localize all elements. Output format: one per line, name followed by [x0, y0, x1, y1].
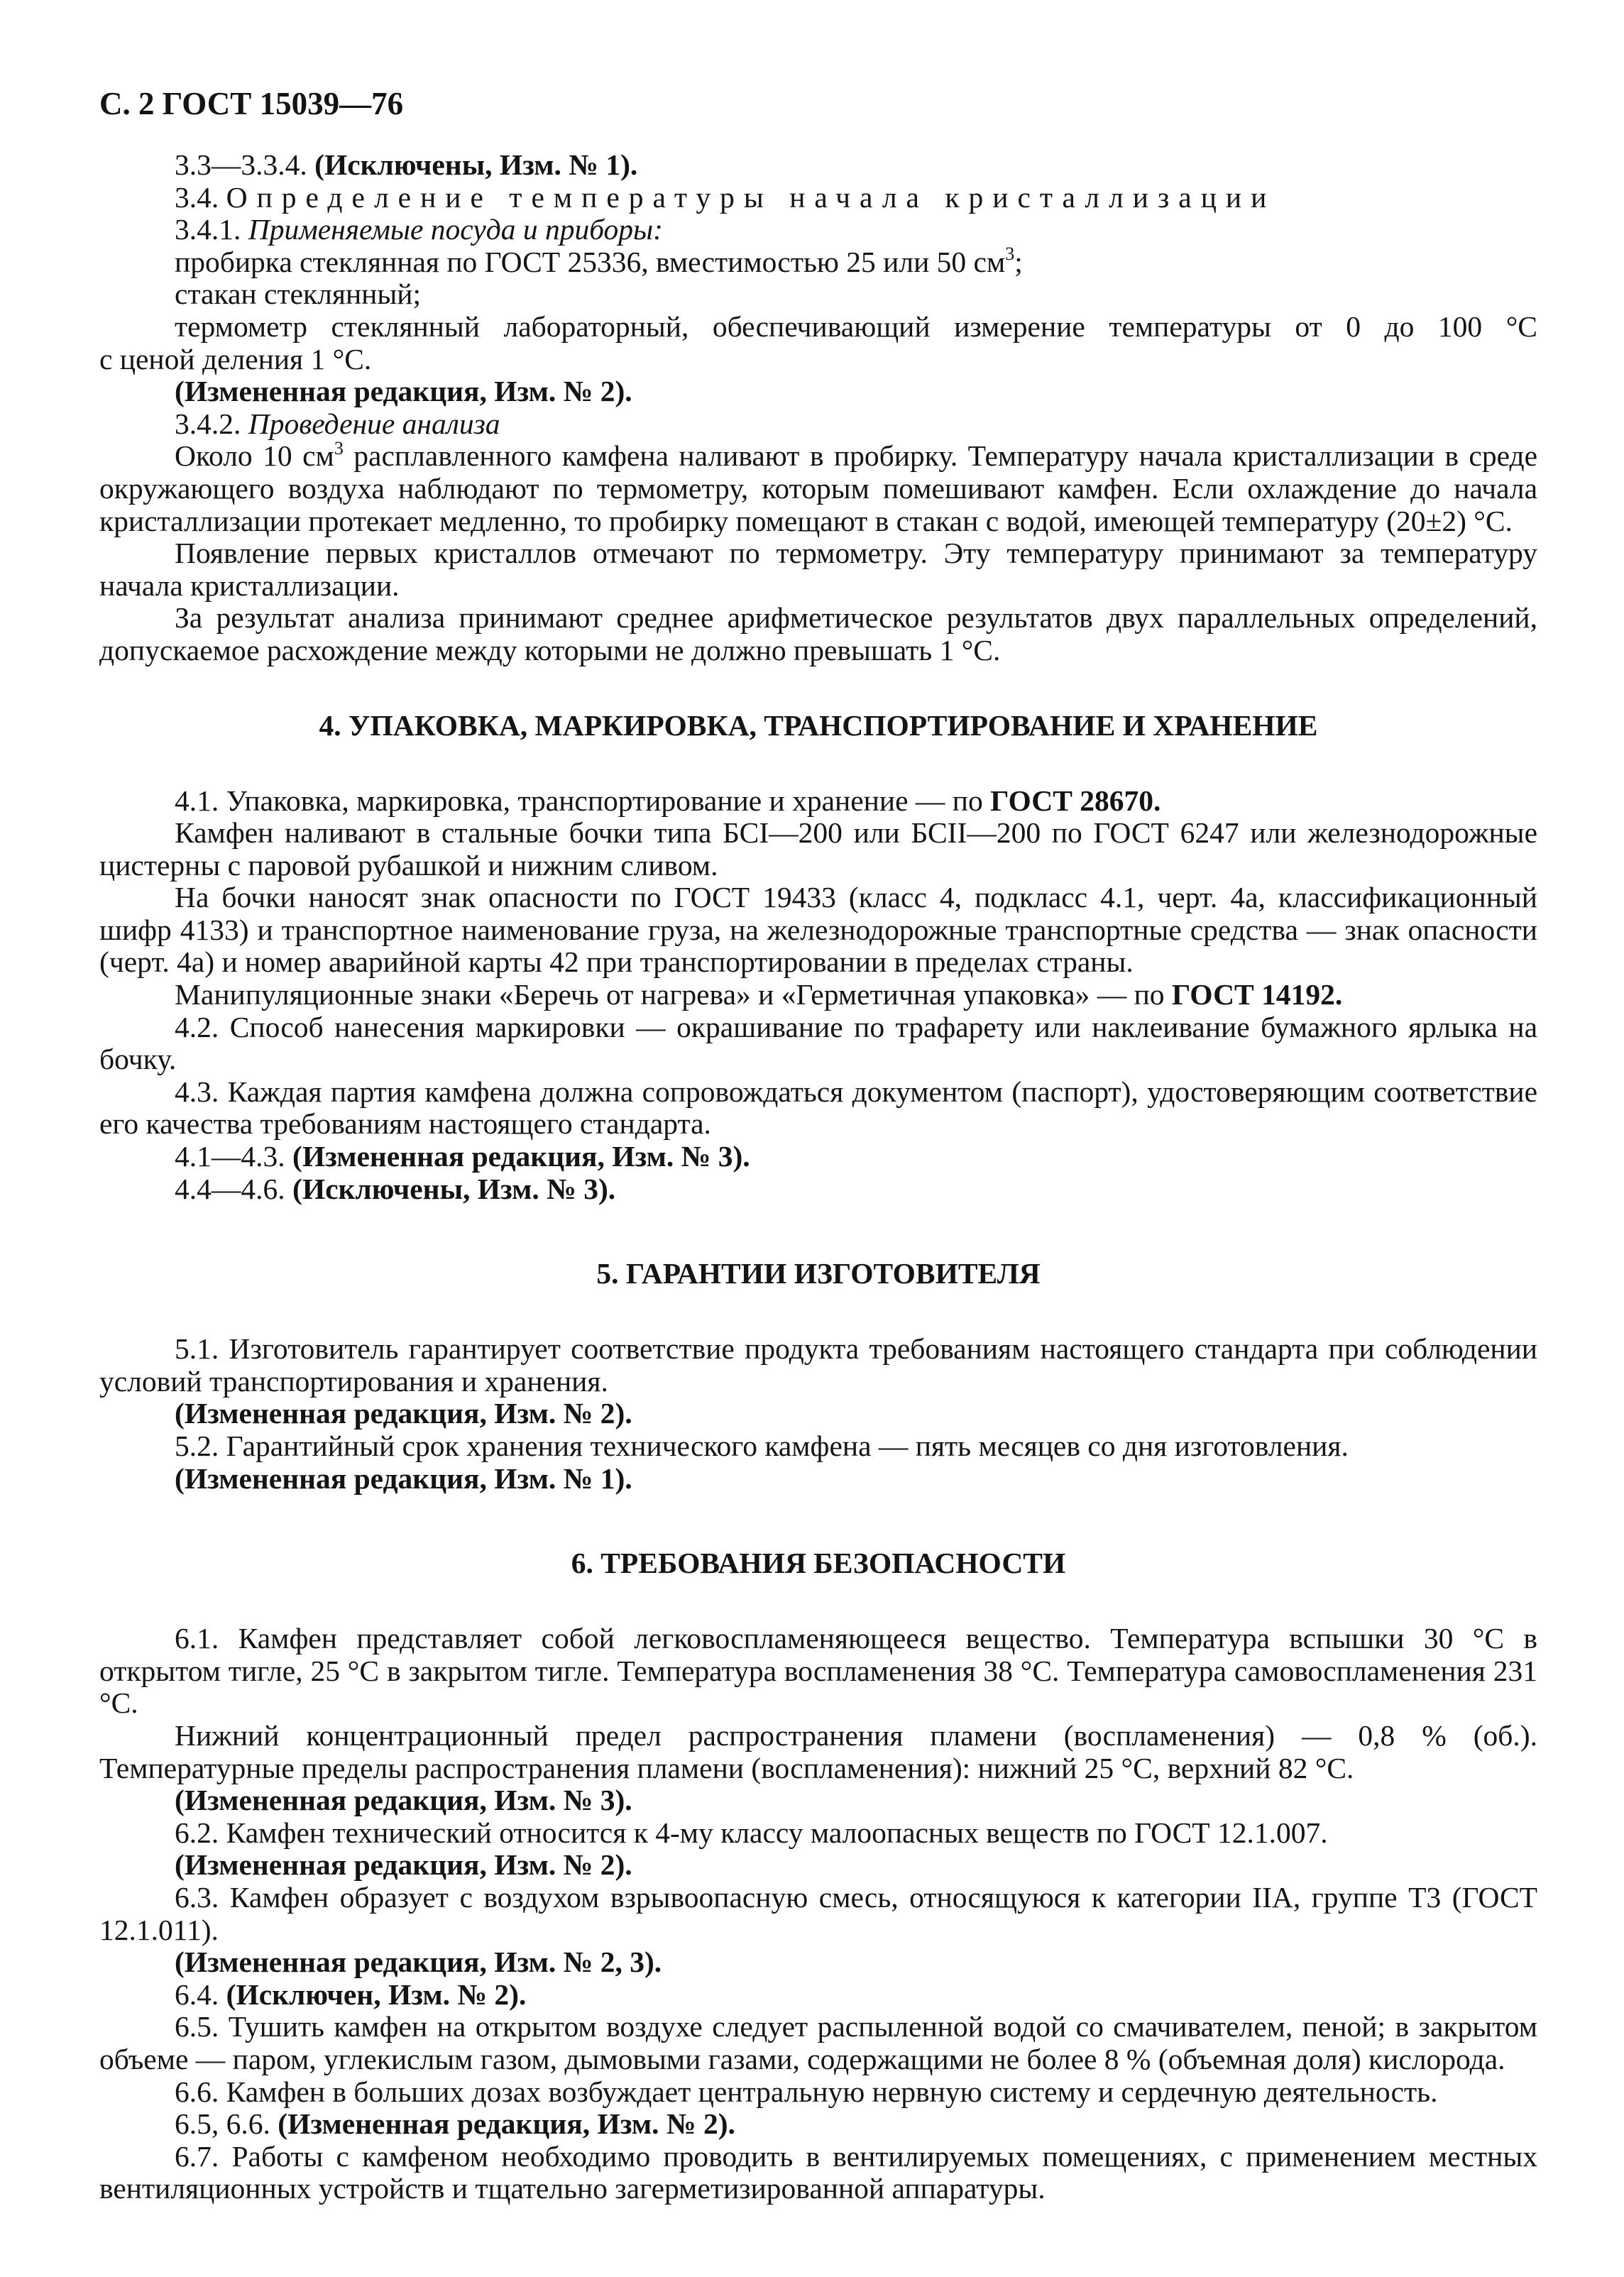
- clause-number: 3.4.: [175, 180, 219, 214]
- text: расплавленного камфена наливают в пробирку. Температуру начала кристаллизации в среде окружающего воздуха наблюдают по термометру, которым помешивают камфен. Если охлаждение до начала кристаллизации протекает медленно, то пробирку помещают в стакан с водой, имеющей температуру (20±2) °С.: [99, 439, 1537, 537]
- amendment-note: (Измененная редакция, Изм. № 1).: [175, 1461, 632, 1495]
- excluded-4-4-4-6: [99, 1173, 1537, 1206]
- clause-6-1: 6.1. Камфен представляет собой легковоспламеняющееся вещество. Температура вспышки 30 °С в открытом тигле, 25 °С в закрытом тигле. Температура воспламенения 38 °С. Температура самовоспламенения 231 °С.: [99, 1622, 1537, 1720]
- amendment-note: (Исключены, Изм. № 1).: [314, 148, 638, 181]
- equipment-glass: стакан стеклянный;: [175, 278, 421, 311]
- superscript: 3: [1005, 243, 1015, 264]
- clause-title: Применяемые посуда и приборы:: [248, 213, 663, 246]
- amendment-note: (Измененная редакция, Изм. № 2, 3).: [175, 1946, 662, 1979]
- clause-4-1-para-2: Камфен наливают в стальные бочки типа БСI—200 или БСII—200 по ГОСТ 6247 или железнодорожные цистерны с паровой рубашкой и нижним сливом.: [99, 816, 1537, 882]
- amendment-note: (Измененная редакция, Изм. № 3).: [292, 1140, 750, 1173]
- analysis-paragraph-1: [99, 437, 1537, 537]
- analysis-paragraph-2: Появление первых кристаллов отмечают по термометру. Эту температуру принимают за температуру начала кристаллизации.: [99, 537, 1537, 602]
- clause-3-4-1-heading: [99, 214, 1537, 246]
- section-4-title: 4. УПАКОВКА, МАРКИРОВКА, ТРАНСПОРТИРОВАНИЕ И ХРАНЕНИЕ: [319, 708, 1318, 742]
- clause-3-4-heading: [99, 182, 1537, 214]
- clause-number: 6.5, 6.6.: [175, 2107, 270, 2141]
- equipment-tube: [99, 243, 1537, 279]
- amendment-note: (Измененная редакция, Изм. № 2).: [175, 375, 632, 408]
- superscript: 3: [334, 437, 344, 459]
- equipment-thermometer-line2: с ценой деления 1 °С.: [99, 342, 372, 375]
- clause-number: 4.4—4.6.: [175, 1172, 285, 1205]
- clause-5-2: 5.2. Гарантийный срок хранения технического камфена — пять месяцев со дня изготовления.: [175, 1430, 1349, 1462]
- section-5-title: 5. ГАРАНТИИ ИЗГОТОВИТЕЛЯ: [596, 1257, 1041, 1290]
- clause-4-2: 4.2. Способ нанесения маркировки — окрашивание по трафарету или наклеивание бумажного ярлыка на бочку.: [99, 1010, 1537, 1076]
- clause-6-1-para-2: Нижний концентрационный предел распространения пламени (воспламенения) — 0,8 % (об.). Температурные пределы распространения пламени (воспламенения): нижний 25 °С, верхний 82 °С.: [99, 1718, 1537, 1784]
- text: ;: [1014, 245, 1023, 278]
- amendment-note: (Измененная редакция, Изм. № 2).: [175, 1848, 632, 1882]
- clause-4-1-para-3: На бочки наносят знак опасности по ГОСТ 19433 (класс 4, подкласс 4.1, черт. 4а, классификационный шифр 4133) и транспортное наименование груза, на железнодорожные транспортные средства — знак опасности (черт. 4а) и номер аварийной карты 42 при транспортировании в пределах страны.: [99, 881, 1537, 979]
- amendment-4-1-4-3: [99, 1141, 1537, 1173]
- clause-5-1: 5.1. Изготовитель гарантирует соответствие продукта требованиям настоящего стандарта при соблюдении условий транспортирования и хранения.: [99, 1332, 1537, 1398]
- standard-ref: ГОСТ 28670.: [990, 784, 1161, 817]
- clause-4-1: [99, 785, 1537, 818]
- document-body: [99, 149, 1537, 2205]
- clause-number: 3.3—3.3.4.: [175, 148, 307, 181]
- amendment-note: (Измененная редакция, Изм. № 2).: [175, 1397, 632, 1430]
- clause-number: 6.4.: [175, 1977, 219, 2011]
- text: 4.1. Упаковка, маркировка, транспортирование и хранение — по: [175, 784, 991, 817]
- amendment-note: (Измененная редакция, Изм. № 3).: [175, 1784, 632, 1817]
- amendment-note: (Исключен, Изм. № 2).: [226, 1977, 527, 2011]
- page-header: С. 2 ГОСТ 15039—76: [99, 86, 404, 121]
- clause-number: 3.4.1.: [175, 213, 241, 246]
- section-6-title: 6. ТРЕБОВАНИЯ БЕЗОПАСНОСТИ: [571, 1547, 1066, 1580]
- amendment-6-5-6-6: [99, 2108, 1537, 2141]
- standard-ref: ГОСТ 14192.: [1171, 978, 1343, 1011]
- clause-number: 3.4.2.: [175, 407, 241, 440]
- excluded-clause-3-3: [99, 149, 1537, 182]
- text: Около 10 см: [175, 439, 334, 473]
- clause-6-2: 6.2. Камфен технический относится к 4-му классу малоопасных веществ по ГОСТ 12.1.007.: [175, 1816, 1328, 1849]
- clause-number: 4.1—4.3.: [175, 1140, 285, 1173]
- clause-6-3: 6.3. Камфен образует с воздухом взрывоопасную смесь, относящуюся к категории IIА, группе Т3 (ГОСТ 12.1.011).: [99, 1880, 1537, 1946]
- text: пробирка стеклянная по ГОСТ 25336, вместимостью 25 или 50 см: [175, 245, 1006, 278]
- clause-6-6: 6.6. Камфен в больших дозах возбуждает центральную нервную систему и сердечную деятельность.: [175, 2075, 1438, 2108]
- clause-6-7: 6.7. Работы с камфеном необходимо проводить в вентилируемых помещениях, с применением местных вентиляционных устройств и тщательно загерметизированной аппаратуры.: [99, 2139, 1537, 2205]
- clause-6-4: [99, 1979, 1537, 2012]
- amendment-note: (Измененная редакция, Изм. № 2).: [278, 2107, 735, 2141]
- clause-title: Определение температуры начала кристаллизации: [226, 180, 1276, 214]
- analysis-paragraph-3: За результат анализа принимают среднее арифметическое результатов двух параллельных определений, допускаемое расхождение между которыми не должно превышать 1 °С.: [99, 601, 1537, 666]
- clause-4-1-para-4: [99, 979, 1537, 1011]
- amendment-note: (Исключены, Изм. № 3).: [292, 1172, 616, 1205]
- clause-4-3: 4.3. Каждая партия камфена должна сопровождаться документом (паспорт), удостоверяющим соответствие его качества требованиям настоящего стандарта.: [99, 1075, 1537, 1141]
- text: Манипуляционные знаки «Беречь от нагрева» и «Герметичная упаковка» — по: [175, 978, 1172, 1011]
- clause-3-4-2-heading: [99, 408, 1537, 441]
- equipment-thermometer-line1: термометр стеклянный лабораторный, обеспечивающий измерение температуры от 0 до 100 °С: [175, 309, 1537, 343]
- clause-title: Проведение анализа: [248, 407, 500, 440]
- clause-6-5: 6.5. Тушить камфен на открытом воздухе следует распыленной водой со смачивателем, пеной; в закрытом объеме — паром, углекислым газом, дымовыми газами, содержащими не более 8 % (объемная доля) кислорода.: [99, 2010, 1537, 2075]
